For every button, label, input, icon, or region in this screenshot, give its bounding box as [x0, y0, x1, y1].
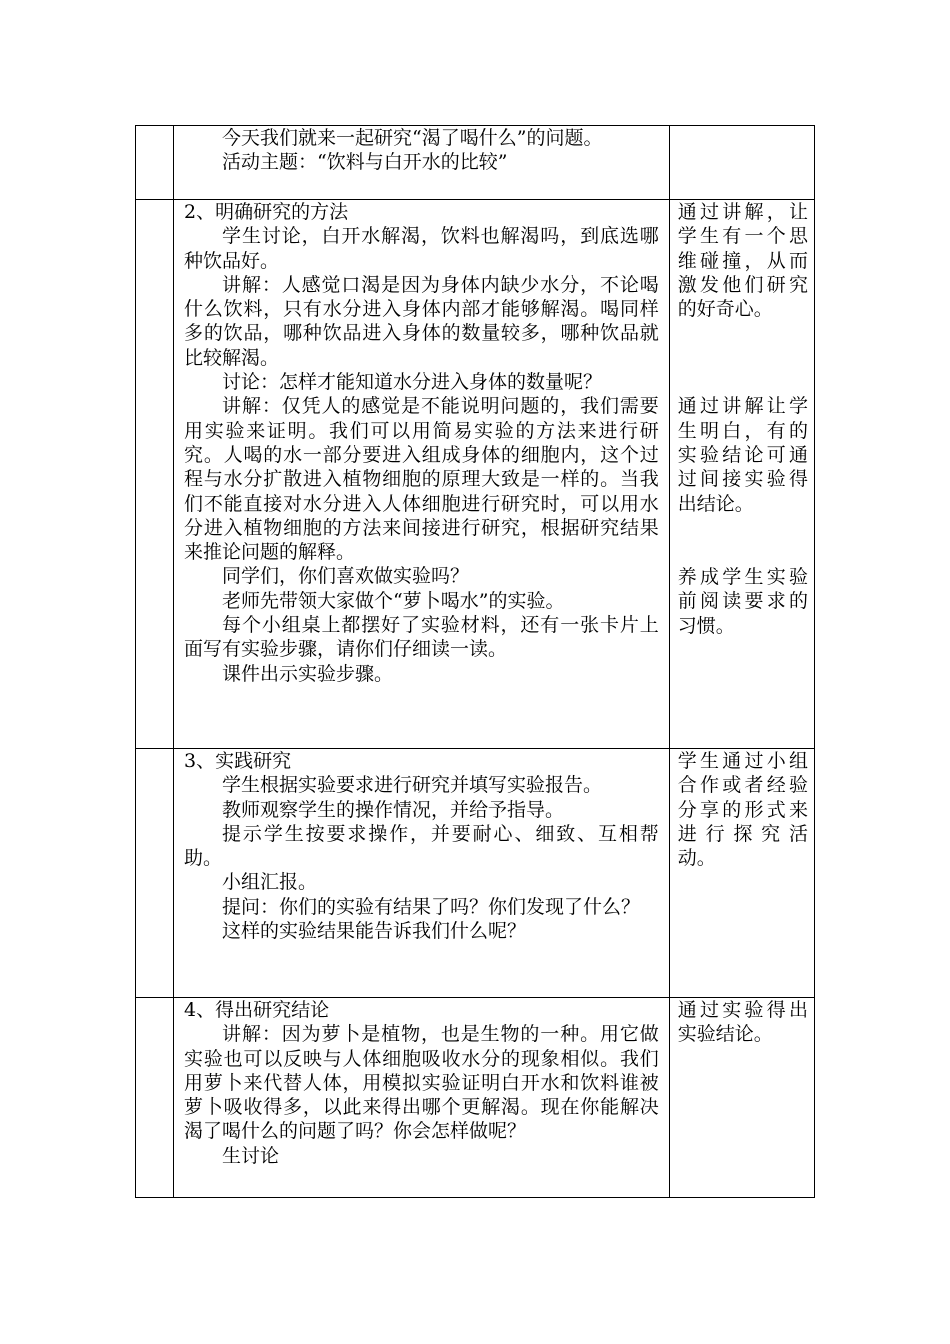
paragraph: 课件出示实验步骤。 — [222, 662, 394, 685]
paragraph: 学生根据实验要求进行研究并填写实验报告。 — [222, 774, 603, 797]
blank-cell — [136, 749, 174, 998]
paragraph: 这样的实验结果能告诉我们什么呢？ — [222, 920, 527, 943]
paragraph: 每个小组桌上都摆好了实验材料，还有一张卡片上面写有实验步骤，请你们仔细读一读。 — [184, 614, 659, 661]
table-row — [136, 200, 815, 749]
table-row — [136, 126, 815, 200]
note-cell — [669, 998, 814, 1198]
content-cell — [174, 200, 670, 749]
paragraph: 学生讨论，白开水解渴，饮料也解渴吗，到底选哪种饮品好。 — [184, 225, 659, 272]
table-row — [136, 998, 815, 1198]
note-cell — [669, 749, 814, 998]
note-text: 通过讲解让学生明白，有的实验结论可通过间接实验得出结论。 — [677, 395, 808, 515]
paragraph: 同学们，你们喜欢做实验吗？ — [222, 565, 470, 588]
activity-theme: 活动主题：“饮料与白开水的比较” — [222, 151, 508, 174]
section-heading: 4、得出研究结论 — [184, 999, 330, 1021]
paragraph: 讨论：怎样才能知道水分进入身体的数量呢？ — [222, 371, 603, 394]
content-cell — [174, 749, 670, 998]
blank-cell — [136, 126, 174, 200]
content-cell — [174, 126, 670, 200]
lesson-plan-table — [135, 125, 815, 1198]
paragraph: 提示学生按要求操作，并要耐心、细致、互相帮助。 — [184, 822, 659, 870]
note-text: 养成学生实验前阅读要求的习惯。 — [677, 565, 808, 637]
section-heading: 2、明确研究的方法 — [184, 201, 349, 223]
paragraph: 讲解：人感觉口渴是因为身体内缺少水分，不论喝什么饮料，只有水分进入身体内部才能够解渴。喝同样多的饮品，哪种饮品进入身体的数量较多，哪种饮品就比较解渴。 — [184, 273, 659, 369]
paragraph: 讲解：因为萝卜是植物，也是生物的一种。用它做实验也可以反映与人体细胞吸收水分的现象相似。我们用萝卜来代替人体，用模拟实验证明白开水和饮料谁被萝卜吸收得多，以此来得出哪个更解渴。现在你能解决渴了喝什么的问题了吗？你会怎样做呢？ — [184, 1023, 659, 1143]
note-text: 学生通过小组合作或者经验分享的形式来进行探究活动。 — [677, 750, 808, 870]
note-cell — [669, 126, 814, 200]
section-heading: 3、实践研究 — [184, 750, 292, 772]
paragraph: 老师先带领大家做个“萝卜喝水”的实验。 — [222, 589, 565, 612]
paragraph: 教师观察学生的操作情况，并给予指导。 — [222, 798, 565, 821]
note-text: 通过讲解，让学生有一个思维碰撞，从而激发他们研究的好奇心。 — [677, 201, 808, 321]
table-row — [136, 749, 815, 998]
content-cell — [174, 998, 670, 1198]
note-text: 通过实验得出实验结论。 — [677, 999, 808, 1046]
paragraph: 提问：你们的实验有结果了吗？你们发现了什么？ — [222, 895, 641, 918]
paragraph: 生讨论 — [222, 1144, 280, 1167]
paragraph: 今天我们就来一起研究“渴了喝什么”的问题。 — [222, 127, 603, 149]
note-cell — [669, 200, 814, 749]
blank-cell — [136, 200, 174, 749]
paragraph: 小组汇报。 — [222, 871, 318, 894]
blank-cell — [136, 998, 174, 1198]
paragraph: 讲解：仅凭人的感觉是不能说明问题的，我们需要用实验来证明。我们可以用简易实验的方法来进行研究。人喝的水一部分要进入组成身体的细胞内，这个过程与水分扩散进入植物细胞的原理大致是一样的。当我们不能直接对水分进入人体细胞进行研究时，可以用水分进入植物细胞的方法来间接进行研究，根据研究结果来推论问题的解释。 — [184, 395, 659, 564]
